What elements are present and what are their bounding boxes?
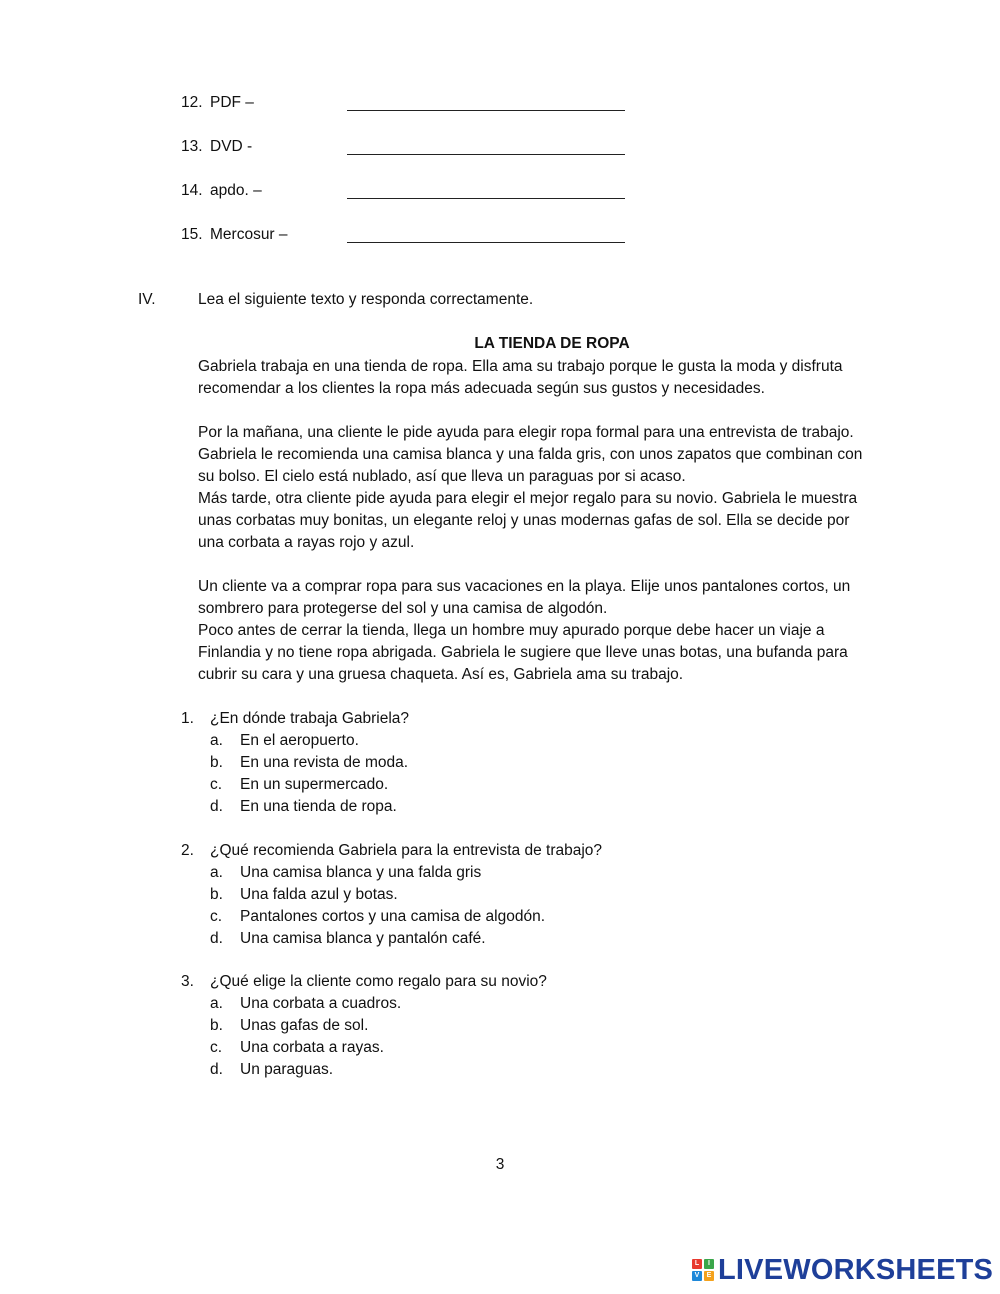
option-text: En el aeropuerto.: [240, 732, 359, 749]
liveworksheets-logo: [692, 1254, 993, 1286]
logo-cube: V: [692, 1271, 702, 1281]
option-letter: d.: [210, 1061, 223, 1078]
option-letter: d.: [210, 798, 223, 815]
story-line: sombrero para protegerse del sol y una camisa de algodón.: [198, 600, 608, 617]
story-title: LA TIENDA DE ROPA: [474, 335, 630, 352]
story-line: recomendar a los clientes la ropa más adecuada según sus gustos y necesidades.: [198, 380, 765, 397]
section-instruction: Lea el siguiente texto y responda correctamente.: [198, 291, 534, 308]
answer-blank-line[interactable]: [347, 110, 625, 111]
question-number: 3.: [181, 973, 194, 990]
option-letter: c.: [210, 1039, 223, 1056]
question-number: 2.: [181, 842, 194, 859]
question-text: ¿Qué recomienda Gabriela para la entrevista de trabajo?: [210, 842, 603, 859]
story-paragraph-3: [198, 576, 910, 686]
story-line: Finlandia y no tiene ropa abrigada. Gabriela le sugiere que lleve unas botas, una bufanda para: [198, 644, 848, 661]
option-text: En un supermercado.: [240, 776, 389, 793]
logo-cube: L: [692, 1259, 702, 1269]
option-letter: b.: [210, 886, 223, 903]
story-line: Gabriela trabaja en una tienda de ropa. Ella ama su trabajo porque le gusta la moda y disfruta: [198, 358, 843, 375]
option-text: Una camisa blanca y una falda gris: [240, 864, 482, 881]
option-text: En una tienda de ropa.: [240, 798, 397, 815]
option-letter: d.: [210, 930, 223, 947]
option-text: Unas gafas de sol.: [240, 1017, 369, 1034]
option-text: Pantalones cortos y una camisa de algodón.: [240, 908, 546, 925]
question-number: 1.: [181, 710, 194, 727]
story-paragraph-1: [198, 356, 910, 400]
option-letter: c.: [210, 908, 223, 925]
abbreviation-term: Mercosur –: [210, 226, 288, 243]
answer-blank-line[interactable]: [347, 154, 625, 155]
abbreviation-term: apdo. –: [210, 182, 262, 199]
option-letter: c.: [210, 776, 223, 793]
logo-cube: E: [704, 1271, 714, 1281]
story-line: Un cliente va a comprar ropa para sus vacaciones en la playa. Elije unos pantalones cortos, un: [198, 578, 851, 595]
option-letter: b.: [210, 754, 223, 771]
abbreviation-term: PDF –: [210, 94, 254, 111]
story-line: unas corbatas muy bonitas, un elegante reloj y unas modernas gafas de sol. Ella se decide por: [198, 512, 850, 529]
story-line: Por la mañana, una cliente le pide ayuda para elegir ropa formal para una entrevista de trabajo.: [198, 424, 854, 441]
option-text: Una corbata a cuadros.: [240, 995, 402, 1012]
story-line: Más tarde, otra cliente pide ayuda para elegir el mejor regalo para su novio. Gabriela le muestra: [198, 490, 858, 507]
story-line: su bolso. El cielo está nublado, así que lleva un paraguas por si acaso.: [198, 468, 686, 485]
item-number: 13.: [181, 138, 203, 155]
option-letter: b.: [210, 1017, 223, 1034]
story-line: Gabriela le recomienda una camisa blanca y una falda gris, con unos zapatos que combinan con: [198, 446, 863, 463]
question-text: ¿Qué elige la cliente como regalo para su novio?: [210, 973, 547, 990]
story-line: una corbata a rayas rojo y azul.: [198, 534, 415, 551]
option-text: Una falda azul y botas.: [240, 886, 398, 903]
option-text: Una camisa blanca y pantalón café.: [240, 930, 486, 947]
logo-text: LIVEWORKSHEETS: [718, 1253, 994, 1286]
option-text: En una revista de moda.: [240, 754, 409, 771]
logo-cubes-icon: [692, 1259, 714, 1281]
story-paragraph-2: [198, 422, 910, 554]
item-number: 14.: [181, 182, 203, 199]
story-line: Poco antes de cerrar la tienda, llega un hombre muy apurado porque debe hacer un viaje a: [198, 622, 825, 639]
answer-blank-line[interactable]: [347, 242, 625, 243]
option-text: Una corbata a rayas.: [240, 1039, 384, 1056]
logo-cube: I: [704, 1259, 714, 1269]
page-number: 3: [495, 1156, 505, 1173]
option-text: Un paraguas.: [240, 1061, 334, 1078]
option-letter: a.: [210, 732, 223, 749]
answer-blank-line[interactable]: [347, 198, 625, 199]
section-numeral: IV.: [138, 291, 156, 308]
option-letter: a.: [210, 995, 223, 1012]
item-number: 15.: [181, 226, 203, 243]
abbreviation-term: DVD -: [210, 138, 253, 155]
item-number: 12.: [181, 94, 203, 111]
option-letter: a.: [210, 864, 223, 881]
question-text: ¿En dónde trabaja Gabriela?: [210, 710, 410, 727]
story-line: cubrir su cara y una gruesa chaqueta. Así es, Gabriela ama su trabajo.: [198, 666, 684, 683]
